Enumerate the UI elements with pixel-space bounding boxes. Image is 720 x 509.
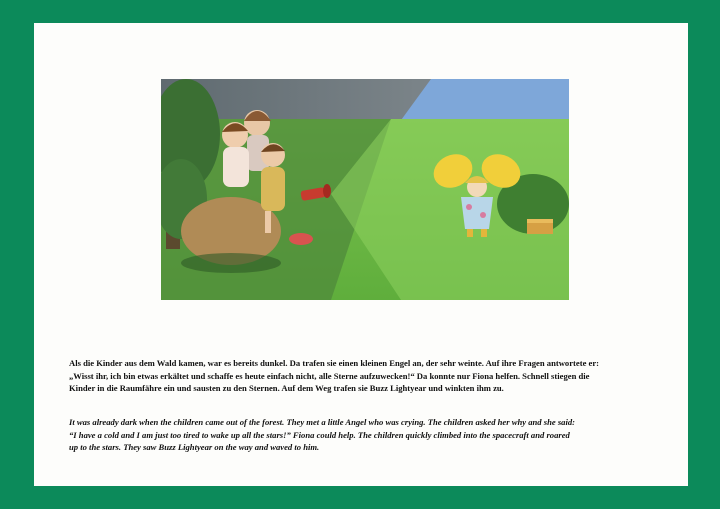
german-text: Als die Kinder aus dem Wald kamen, war es bereits dunkel. Da trafen sie einen kleinen Engel an, der sehr weinte. Auf ihre Fragen antwortete er: „Wisst ihr, ich bin etwas erkältet und schaffe es heute einfach nicht, alle Sterne aufzuwecken!“ Da konnte nur Fiona helfen. Schnell stiegen die Kinder in die Raumfähre ein und sausten zu den Sternen. Auf dem Weg trafen sie Buzz Lightyear und winkten ihm zu. [69, 358, 600, 394]
small-box [527, 222, 553, 234]
book-page [34, 23, 688, 486]
english-text: It was already dark when the children came out of the forest. They met a little Angel who was crying. The children asked her why and she said: “I have a cold and I am just too tired to wake up all the stars!” Fiona could help. The children quickly climbed into the spacecraft and roared up to the stars. They saw Buzz Lightyear on the way and waved to him. [69, 417, 576, 453]
story-illustration [161, 79, 569, 300]
